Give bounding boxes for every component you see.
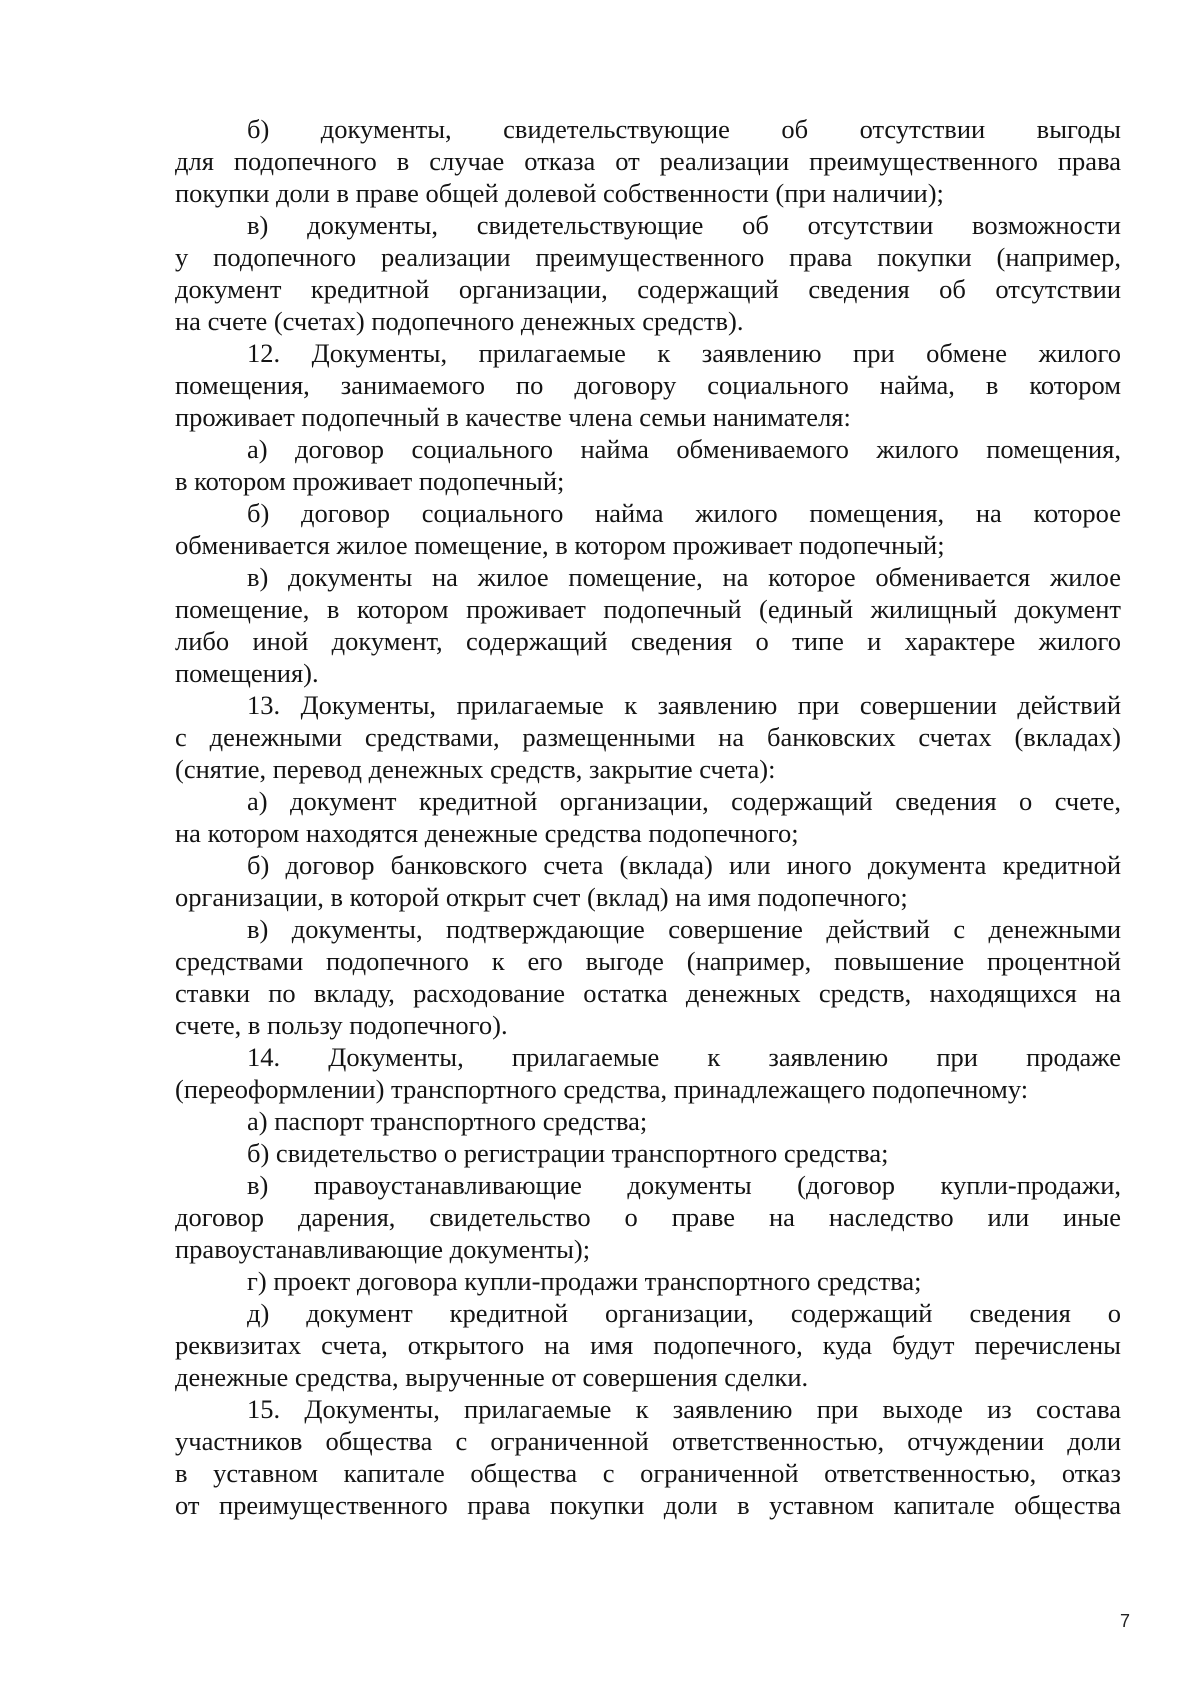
- text-line: на котором находятся денежные средства подопечного;: [175, 818, 799, 848]
- text-line: 15. Документы, прилагаемые к заявлению при выходе из состава: [247, 1394, 1121, 1424]
- paragraph: [175, 561, 1121, 689]
- text-line: помещения).: [175, 658, 319, 688]
- text-line: счете, в пользу подопечного).: [175, 1010, 508, 1040]
- paragraph: [175, 689, 1121, 785]
- text-line: б) договор банковского счета (вклада) или иного документа кредитной: [247, 850, 1121, 880]
- text-line: помещение, в котором проживает подопечный (единый жилищный документ: [175, 594, 1121, 624]
- paragraph: [175, 1137, 1121, 1169]
- text-line: денежные средства, вырученные от совершения сделки.: [175, 1362, 809, 1392]
- text-line: г) проект договора купли-продажи транспортного средства;: [247, 1266, 922, 1296]
- text-line: участников общества с ограниченной ответственностью, отчуждении доли: [175, 1426, 1121, 1456]
- text-line: в уставном капитале общества с ограниченной ответственностью, отказ: [175, 1458, 1121, 1488]
- page-number: 7: [1119, 1611, 1130, 1631]
- text-line: правоустанавливающие документы);: [175, 1234, 591, 1264]
- text-line: в) документы, подтверждающие совершение действий с денежными: [247, 914, 1121, 944]
- text-line: покупки доли в праве общей долевой собственности (при наличии);: [175, 178, 944, 208]
- paragraph: [175, 337, 1121, 433]
- text-line: (снятие, перевод денежных средств, закрытие счета):: [175, 754, 776, 784]
- paragraph: [175, 497, 1121, 561]
- text-line: а) паспорт транспортного средства;: [247, 1106, 648, 1136]
- text-line: на счете (счетах) подопечного денежных средств).: [175, 306, 744, 336]
- text-line: в котором проживает подопечный;: [175, 466, 565, 496]
- text-line: 14. Документы, прилагаемые к заявлению при продаже: [247, 1042, 1121, 1072]
- text-line: помещения, занимаемого по договору социального найма, в котором: [175, 370, 1121, 400]
- paragraph: [175, 433, 1121, 497]
- text-line: для подопечного в случае отказа от реализации преимущественного права: [175, 146, 1121, 176]
- text-line: обменивается жилое помещение, в котором проживает подопечный;: [175, 530, 945, 560]
- text-line: а) документ кредитной организации, содержащий сведения о счете,: [247, 786, 1121, 816]
- text-line: 13. Документы, прилагаемые к заявлению при совершении действий: [247, 690, 1121, 720]
- text-line: либо иной документ, содержащий сведения о типе и характере жилого: [175, 626, 1121, 656]
- paragraph: [175, 1169, 1121, 1265]
- text-line: с денежными средствами, размещенными на банковских счетах (вкладах): [175, 722, 1121, 752]
- paragraph: [175, 1105, 1121, 1137]
- text-line: а) договор социального найма обмениваемого жилого помещения,: [247, 434, 1121, 464]
- text-line: (переоформлении) транспортного средства, принадлежащего подопечному:: [175, 1074, 1029, 1104]
- paragraph: [175, 209, 1121, 337]
- document-body: [175, 113, 1121, 1521]
- paragraph: [175, 113, 1121, 209]
- text-line: реквизитах счета, открытого на имя подопечного, куда будут перечислены: [175, 1330, 1121, 1360]
- text-line: в) правоустанавливающие документы (договор купли-продажи,: [247, 1170, 1121, 1200]
- text-line: в) документы, свидетельствующие об отсутствии возможности: [247, 210, 1121, 240]
- text-line: б) договор социального найма жилого помещения, на которое: [247, 498, 1121, 528]
- paragraph: [175, 1041, 1121, 1105]
- text-line: документ кредитной организации, содержащий сведения об отсутствии: [175, 274, 1121, 304]
- text-line: от преимущественного права покупки доли в уставном капитале общества: [175, 1490, 1121, 1520]
- paragraph: [175, 849, 1121, 913]
- paragraph: [175, 785, 1121, 849]
- paragraph: [175, 1393, 1121, 1521]
- paragraph: [175, 1265, 1121, 1297]
- text-line: 12. Документы, прилагаемые к заявлению при обмене жилого: [247, 338, 1121, 368]
- text-line: б) свидетельство о регистрации транспортного средства;: [247, 1138, 889, 1168]
- text-line: у подопечного реализации преимущественного права покупки (например,: [175, 242, 1121, 272]
- text-line: д) документ кредитной организации, содержащий сведения о: [247, 1298, 1121, 1328]
- text-line: договор дарения, свидетельство о праве на наследство или иные: [175, 1202, 1121, 1232]
- text-line: в) документы на жилое помещение, на которое обменивается жилое: [247, 562, 1121, 592]
- text-line: средствами подопечного к его выгоде (например, повышение процентной: [175, 946, 1121, 976]
- text-line: проживает подопечный в качестве члена семьи нанимателя:: [175, 402, 851, 432]
- text-line: б) документы, свидетельствующие об отсутствии выгоды: [247, 114, 1121, 144]
- paragraph: [175, 1297, 1121, 1393]
- paragraph: [175, 913, 1121, 1041]
- text-line: ставки по вкладу, расходование остатка денежных средств, находящихся на: [175, 978, 1121, 1008]
- text-line: организации, в которой открыт счет (вклад) на имя подопечного;: [175, 882, 908, 912]
